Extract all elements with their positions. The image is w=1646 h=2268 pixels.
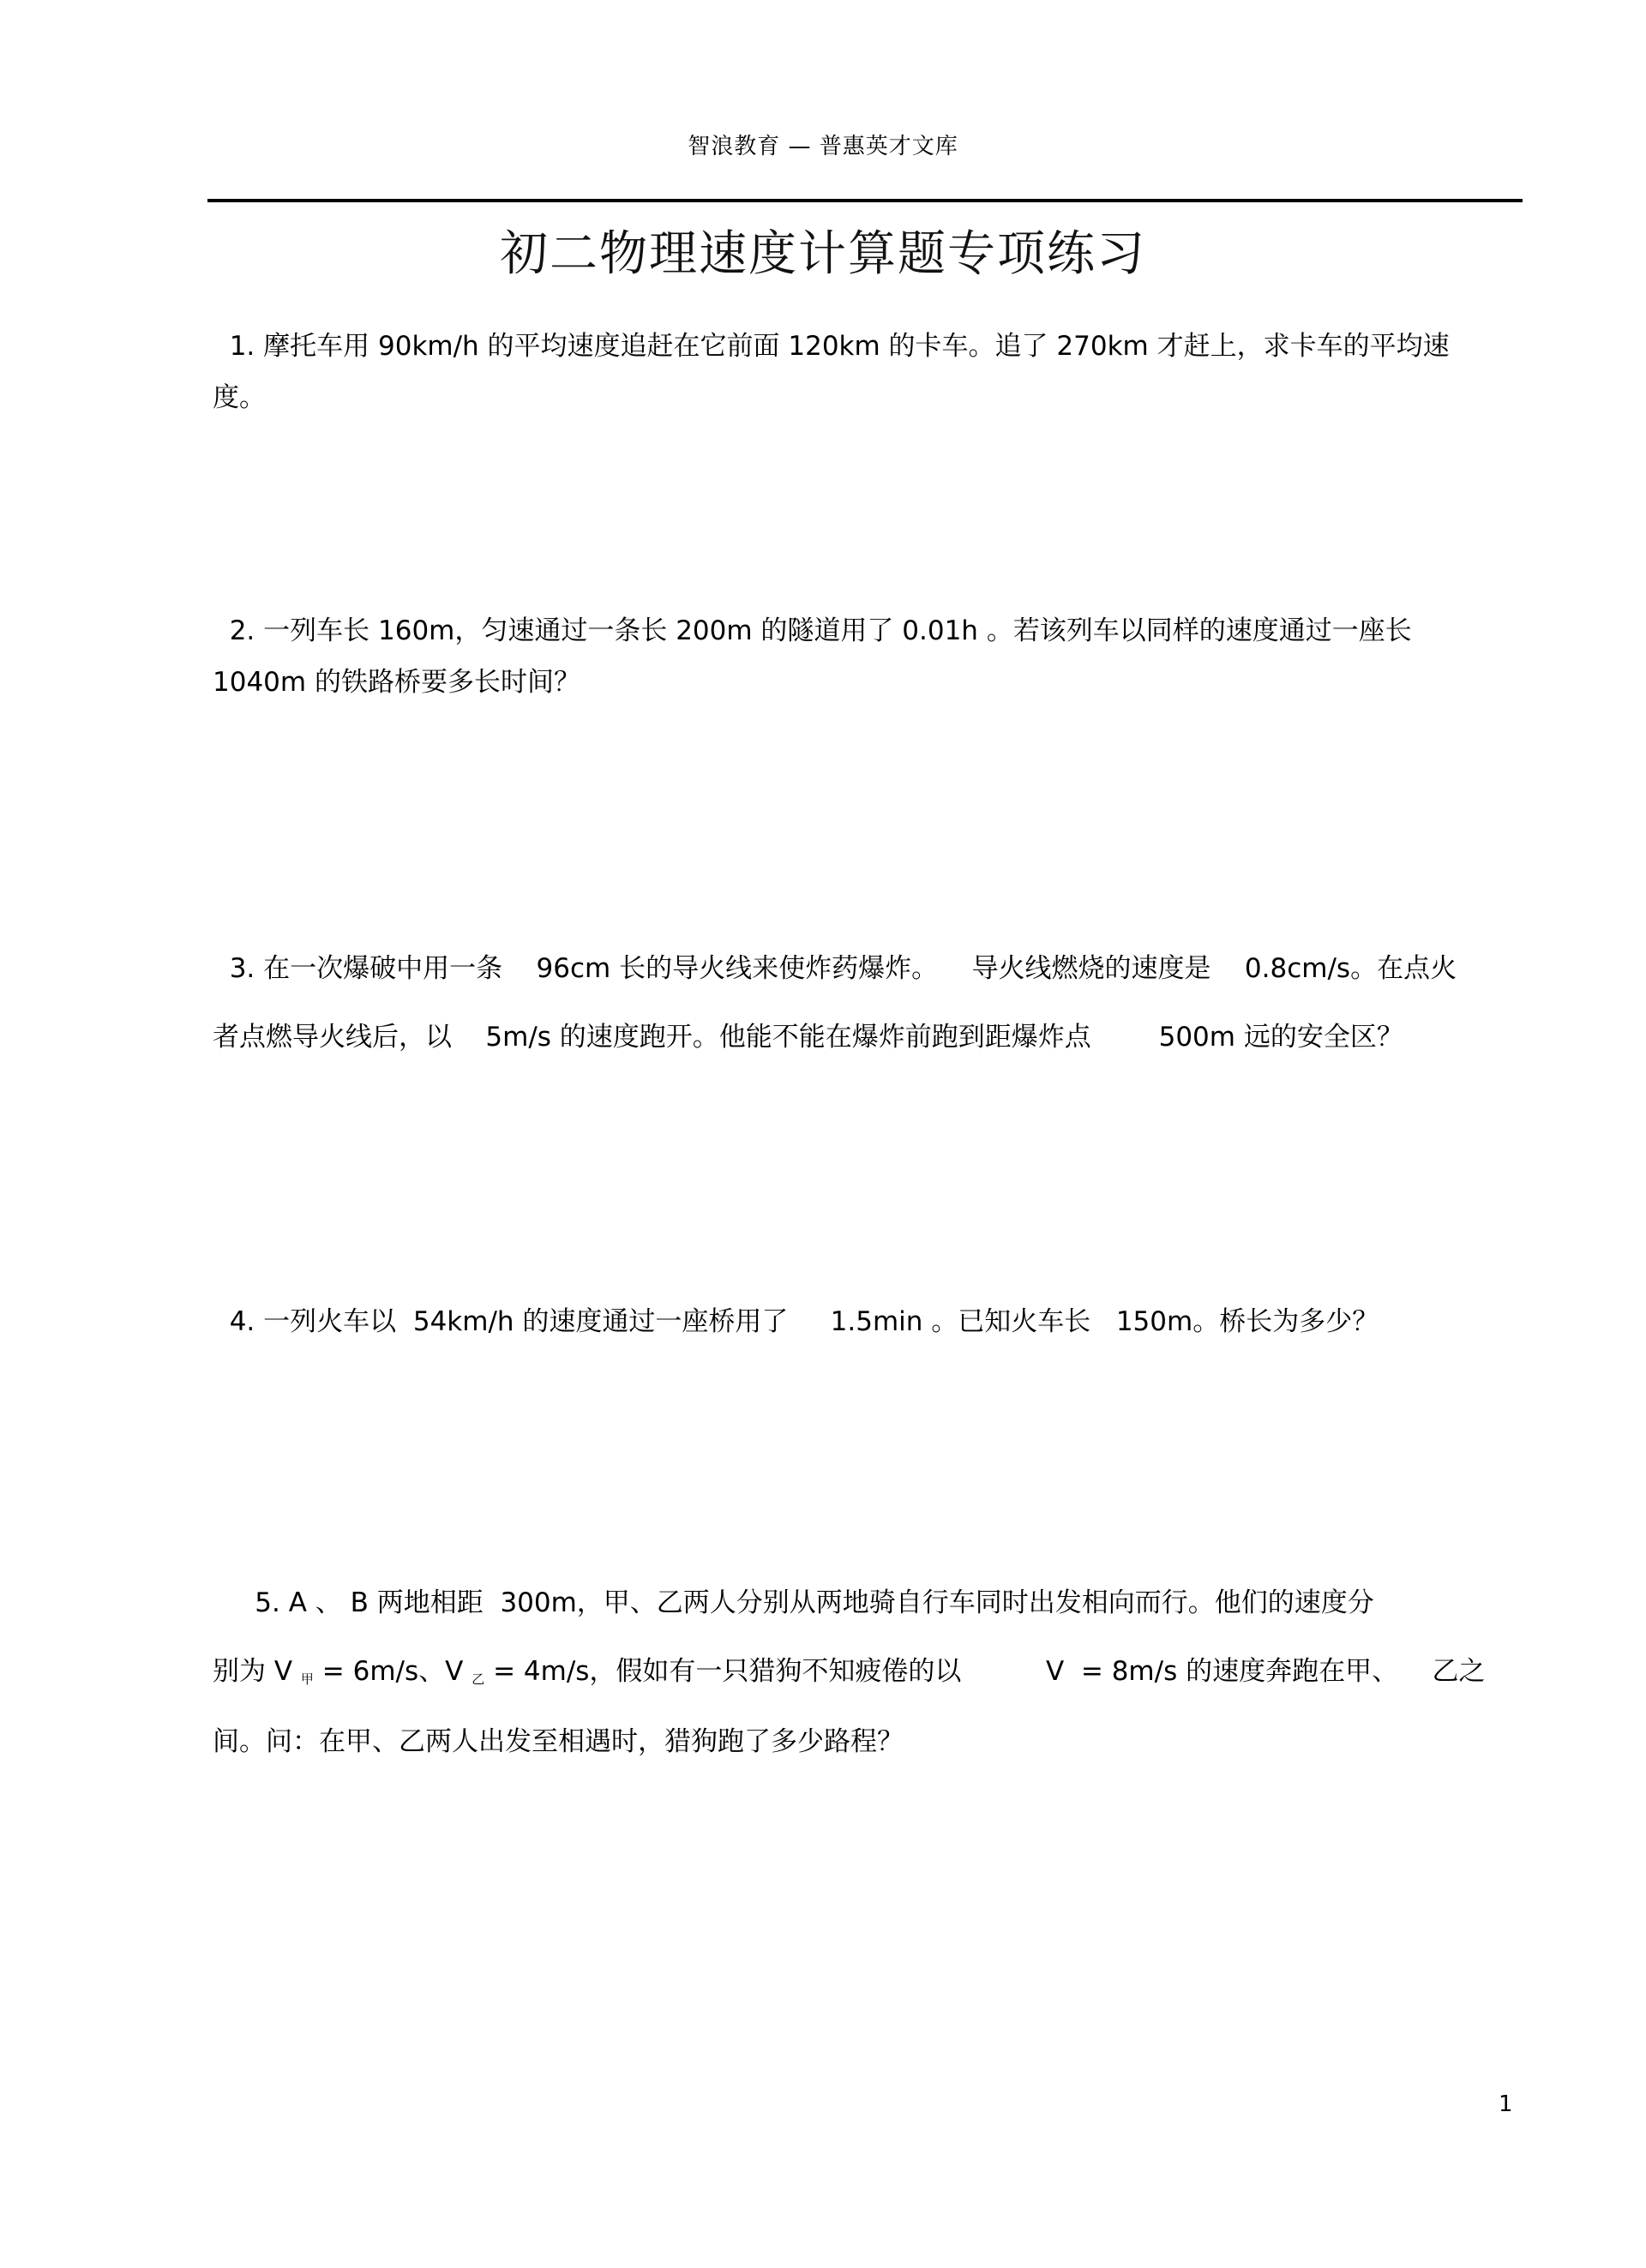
page-number: 1 bbox=[1499, 2091, 1513, 2117]
question-4 bbox=[213, 1299, 1524, 1361]
question-1 bbox=[213, 324, 1524, 417]
page-header: 智浪教育 — 普惠英才文库 bbox=[688, 134, 958, 159]
question-3-line-1: 3. 在一次爆破中用一条 96cm 长的导火线来使炸药爆炸。 导火线燃烧的速度是 0.8cm/s。在点火 bbox=[213, 953, 1457, 984]
subscript-jia: 甲 bbox=[300, 1671, 314, 1687]
question-5-line-2 bbox=[213, 1649, 1485, 1688]
question-1-line-1: 1. 摩托车用 90km/h 的平均速度追赶在它前面 120km 的卡车。追了 270km 才赶上，求卡车的平均速 bbox=[213, 331, 1450, 362]
q5-text-prefix: 别为 V bbox=[213, 1656, 301, 1687]
question-3-line-2: 者点燃导火线后，以 5m/s 的速度跑开。他能不能在爆炸前跑到距爆炸点 500m 远的安全区？ bbox=[213, 1022, 1403, 1053]
document-title: 初二物理速度计算题专项练习 bbox=[500, 226, 1146, 282]
question-5 bbox=[213, 1581, 1524, 1757]
question-2-line-1: 2. 一列车长 160m，匀速通过一条长 200m 的隧道用了 0.01h 。若该列车以同样的速度通过一座长 bbox=[213, 615, 1412, 646]
question-1-line-2: 度。 bbox=[213, 382, 266, 413]
q5-text-mid: = 6m/s、V bbox=[313, 1656, 472, 1687]
question-5-line-1: 5. A 、 B 两地相距 300m，甲、乙两人分别从两地骑自行车同时出发相向而行。他们的速度分 bbox=[213, 1587, 1374, 1618]
subscript-yi: 乙 bbox=[472, 1671, 485, 1687]
question-4-line-1: 4. 一列火车以 54km/h 的速度通过一座桥用了 1.5min 。已知火车长 150m。桥长为多少？ bbox=[213, 1306, 1379, 1337]
question-2-line-2: 1040m 的铁路桥要多长时间？ bbox=[213, 667, 580, 698]
q5-text-rest: = 4m/s，假如有一只猎狗不知疲倦的以 V = 8m/s 的速度奔跑在甲、 乙之 bbox=[484, 1656, 1486, 1687]
question-2 bbox=[213, 609, 1524, 701]
question-5-line-3: 间。问：在甲、乙两人出发至相遇时，猎狗跑了多少路程？ bbox=[213, 1726, 904, 1757]
header-divider bbox=[207, 199, 1523, 202]
question-3 bbox=[213, 946, 1524, 1053]
